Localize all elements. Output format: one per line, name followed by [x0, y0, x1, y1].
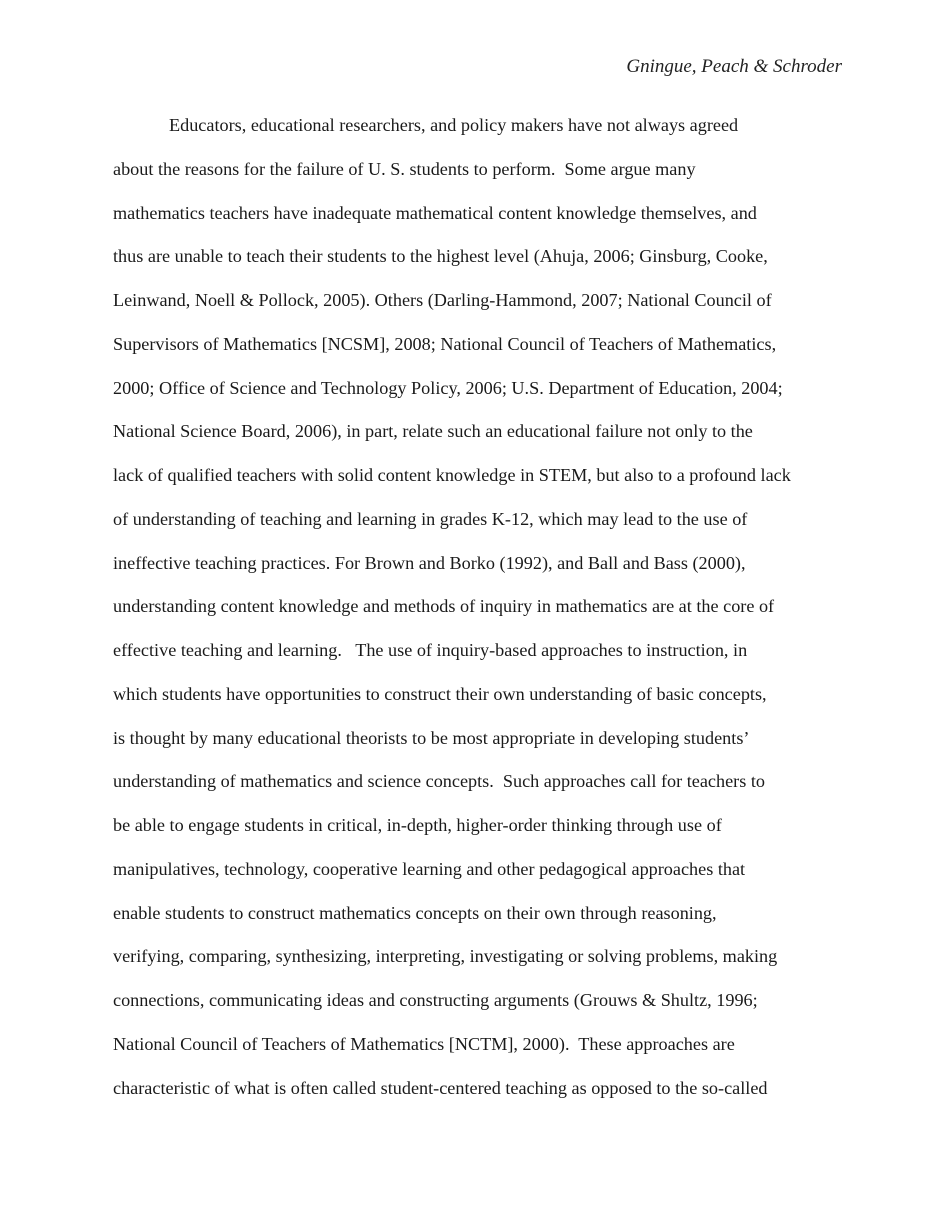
text-line: be able to engage students in critical, in-depth, higher-order thinking through use of	[113, 815, 722, 835]
text-line: 2000; Office of Science and Technology Policy, 2006; U.S. Department of Education, 2004;	[113, 377, 783, 398]
text-line: mathematics teachers have inadequate mathematical content knowledge themselves, and	[113, 202, 757, 223]
text-line: National Science Board, 2006), in part, relate such an educational failure not only to the	[113, 421, 753, 442]
text-line: Educators, educational researchers, and policy makers have not always agreed	[169, 115, 739, 135]
text-line: ineffective teaching practices. For Brown and Borko (1992), and Ball and Bass (2000),	[113, 552, 746, 573]
text-line: which students have opportunities to construct their own understanding of basic concepts,	[113, 683, 767, 704]
text-line: characteristic of what is often called student-centered teaching as opposed to the so-called	[113, 1077, 768, 1098]
text-line: National Council of Teachers of Mathematics [NCTM], 2000). These approaches are	[113, 1033, 735, 1054]
text-line: enable students to construct mathematics concepts on their own through reasoning,	[113, 902, 717, 923]
text-line: is thought by many educational theorists to be most appropriate in developing students’	[113, 727, 750, 748]
text-line: Leinwand, Noell & Pollock, 2005). Others (Darling-Hammond, 2007; National Council of	[113, 290, 772, 310]
text-line: manipulatives, technology, cooperative learning and other pedagogical approaches that	[113, 858, 746, 879]
text-line: of understanding of teaching and learning in grades K-12, which may lead to the use of	[113, 508, 748, 529]
text-line: about the reasons for the failure of U. S. students to perform. Some argue many	[113, 158, 696, 179]
text-line: understanding of mathematics and science concepts. Such approaches call for teachers to	[113, 771, 765, 792]
text-line: lack of qualified teachers with solid content knowledge in STEM, but also to a profound lack	[113, 465, 791, 485]
text-line: thus are unable to teach their students to the highest level (Ahuja, 2006; Ginsburg, Cooke,	[113, 246, 768, 267]
text-line: understanding content knowledge and methods of inquiry in mathematics are at the core of	[113, 596, 775, 617]
text-line: effective teaching and learning. The use of inquiry-based approaches to instruction, in	[113, 640, 748, 660]
body-paragraph	[113, 107, 853, 1113]
running-head: Gningue, Peach & Schroder	[626, 56, 842, 77]
text-line: connections, communicating ideas and constructing arguments (Grouws & Shultz, 1996;	[113, 990, 758, 1010]
text-line: Supervisors of Mathematics [NCSM], 2008; National Council of Teachers of Mathematics,	[113, 333, 777, 354]
text-line: verifying, comparing, synthesizing, interpreting, investigating or solving problems, making	[113, 946, 778, 967]
